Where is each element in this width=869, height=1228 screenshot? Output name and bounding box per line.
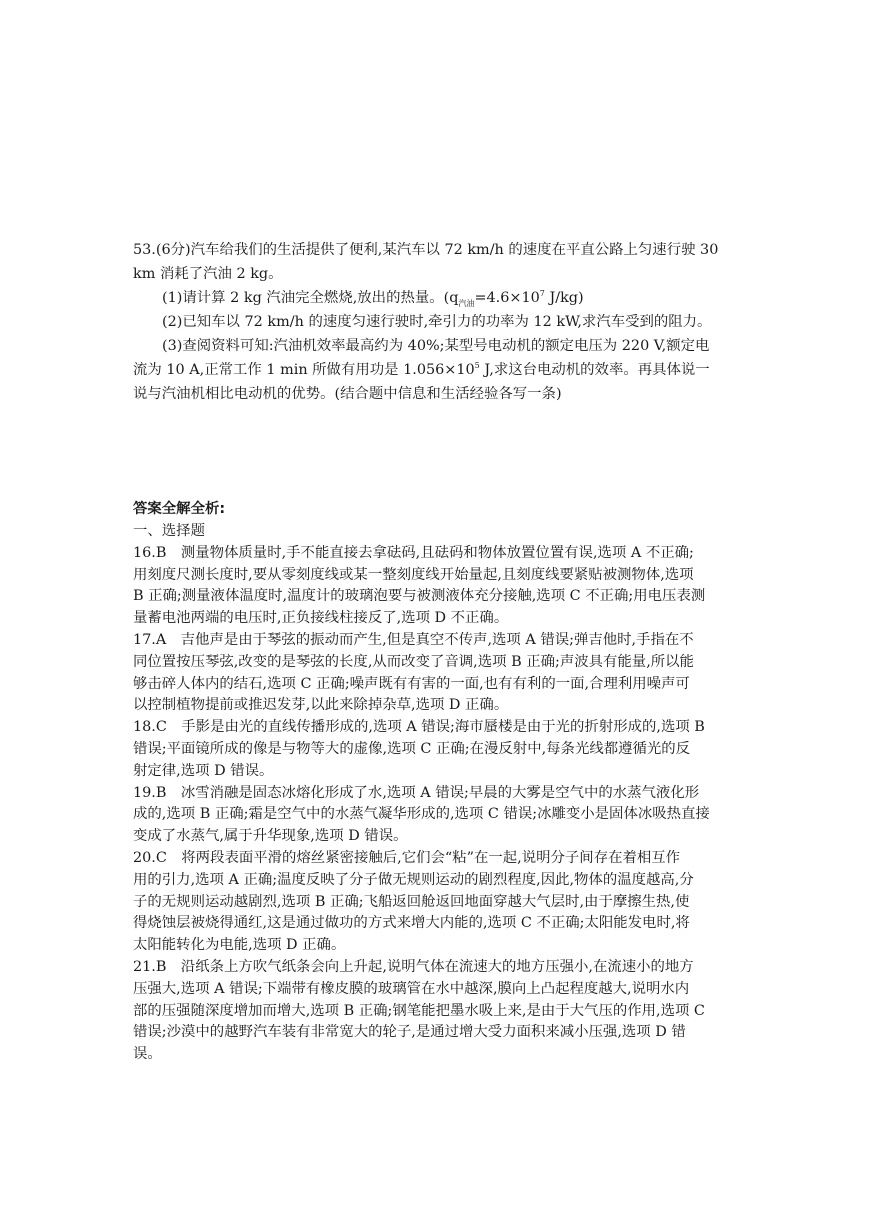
answer-line: 成的,选项 B 正确;霜是空气中的水蒸气凝华形成的,选项 C 错误;冰雕变小是固体冰吸热直接 xyxy=(133,806,710,823)
answer-line: 子的无规则运动越剧烈,选项 B 正确;飞船返回舱返回地面穿越大气层时,由于摩擦生热,使 xyxy=(133,893,690,910)
answer-line: 同位置按压琴弦,改变的是琴弦的长度,从而改变了音调,选项 B 正确;声波具有能量,所以能 xyxy=(133,653,694,670)
subscript: 汽油 xyxy=(458,298,475,308)
answer-line: 压强大,选项 A 错误;下端带有橡皮膜的玻璃管在水中越深,膜向上凸起程度越大,说明水内 xyxy=(133,980,690,997)
answer-line: 部的压强随深度增加而增大,选项 B 正确;钢笔能把墨水吸上来,是由于大气压的作用,选项 C xyxy=(133,1002,705,1019)
sub-question-1: (1)请计算 2 kg 汽油完全燃烧,放出的热量。($q_{汽油}=4.6\times 10^7$ J/kg) xyxy=(162,289,584,308)
sub-question-3: (3)查阅资料可知:汽油机效率最高约为 40%;某型号电动机的额定电压为 220 V,额定电 xyxy=(162,338,710,354)
answer-line: 错误;沙漠中的越野汽车装有非常宽大的轮子,是通过增大受力面积来减小压强,选项 D 错 xyxy=(133,1024,686,1041)
answer-title: 答案全解全析: xyxy=(133,501,226,517)
answer-line: 量蓄电池两端的电压时,正负接线柱接反了,选项 D 不正确。 xyxy=(133,610,509,627)
answer-line: 够击碎人体内的结石,选项 C 正确;噪声既有有害的一面,也有有利的一面,合理利用噪声可 xyxy=(133,675,690,692)
answer-line: 射定律,选项 D 错误。 xyxy=(133,762,274,779)
answer-line: 用刻度尺测长度时,要从零刻度线或某一整刻度线开始量起,且刻度线要紧贴被测物体,选项 xyxy=(133,566,694,583)
answer-line: 太阳能转化为电能,选项 D 正确。 xyxy=(133,937,346,954)
answer-line: 一、选择题 xyxy=(133,523,205,539)
answer-section xyxy=(133,497,733,1066)
answer-line: 19.B 冰雪消融是固态冰熔化形成了水,选项 A 错误;早晨的大雾是空气中的水蒸气液化形 xyxy=(133,784,700,801)
answer-line: B 正确;测量液体温度时,温度计的玻璃泡要与被测液体充分接触,选项 C 不正确;用电压表测 xyxy=(133,588,706,605)
question-stem-line: 53.(6分)汽车给我们的生活提供了便利,某汽车以 72 km/h 的速度在平直公路上匀速行驶 30 xyxy=(133,242,719,258)
question-53 xyxy=(133,238,733,406)
question-stem-line: km 消耗了汽油 2 kg。 xyxy=(133,266,283,282)
answer-line: 18.C 手影是由光的直线传播形成的,选项 A 错误;海市蜃楼是由于光的折射形成的,选项 B xyxy=(133,719,705,736)
superscript: 5 xyxy=(474,361,480,371)
answer-body xyxy=(133,521,733,1066)
answer-line: 用的引力,选项 A 正确;温度反映了分子做无规则运动的剧烈程度,因此,物体的温度越高,分 xyxy=(133,871,694,888)
answer-line: 变成了水蒸气,属于升华现象,选项 D 错误。 xyxy=(133,828,408,845)
sub-question-2: (2)已知车以 72 km/h 的速度匀速行驶时,牵引力的功率为 12 kW,求汽车受到的阻力。 xyxy=(162,314,712,330)
superscript: 7 xyxy=(539,289,545,299)
sub-question-3-cont: 说与汽油机相比电动机的优势。(结合题中信息和生活经验各写一条) xyxy=(133,386,562,402)
answer-line: 16.B 测量物体质量时,手不能直接去拿砝码,且砝码和物体放置位置有误,选项 A 不正确; xyxy=(133,544,694,561)
answer-line: 17.A 吉他声是由于琴弦的振动而产生,但是真空不传声,选项 A 错误;弹吉他时,手指在不 xyxy=(133,631,694,648)
sub-question-3-cont: 流为 10 A,正常工作 1 min 所做有用功是 $1.056\times 10^5$ J,求这台电动机的效率。再具体说一 xyxy=(133,361,710,378)
answer-line: 错误;平面镜所成的像是与物等大的虚像,选项 C 正确;在漫反射中,每条光线都遵循光的反 xyxy=(133,740,691,757)
answer-line: 20.C 将两段表面平滑的熔丝紧密接触后,它们会“粘”在一起,说明分子间存在着相互作 xyxy=(133,849,681,866)
answer-line: 得烧蚀层被烧得通红,这是通过做功的方式来增大内能的,选项 C 不正确;太阳能发电时,将 xyxy=(133,915,690,932)
answer-line: 误。 xyxy=(133,1046,162,1063)
answer-line: 21.B 沿纸条上方吹气纸条会向上升起,说明气体在流速大的地方压强小,在流速小的地方 xyxy=(133,958,694,975)
answer-line: 以控制植物提前或推迟发芽,以此来除掉杂草,选项 D 正确。 xyxy=(133,697,509,714)
